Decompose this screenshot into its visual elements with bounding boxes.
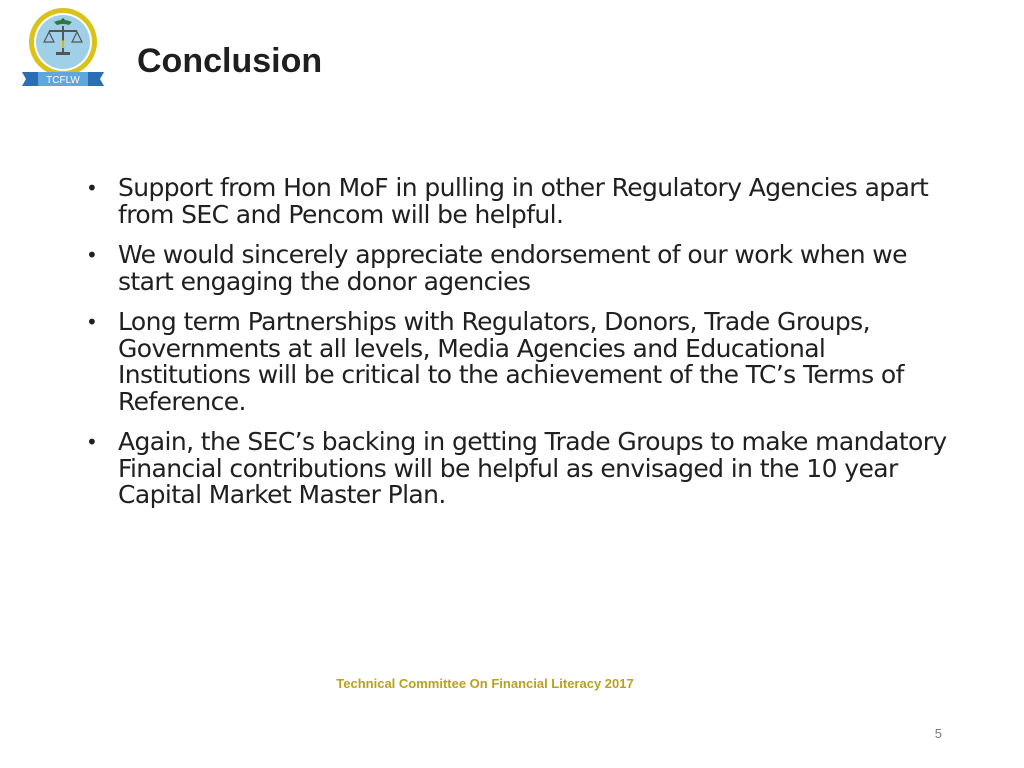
bullet-list	[84, 175, 964, 523]
bullet-dot-icon: •	[86, 176, 98, 200]
bullet-dot-icon: •	[86, 430, 98, 454]
bullet-dot-icon: •	[86, 243, 98, 267]
page-number: 5	[934, 726, 942, 741]
logo-text: TCFLW	[46, 75, 80, 86]
bullet-item	[84, 429, 964, 509]
bullet-dot-icon: •	[86, 310, 98, 334]
footer	[0, 676, 1024, 691]
bullet-item	[84, 242, 964, 295]
footer-text: Technical Committee On Financial Literacy 2017	[336, 676, 634, 691]
bullet-item	[84, 175, 964, 228]
committee-logo	[18, 4, 108, 94]
bullet-text: Again, the SEC’s backing in getting Trade Groups to make mandatory Financial contributions will be helpful as envisaged in the 10 year Capital Market Master Plan.	[118, 427, 947, 509]
bullet-text: Long term Partnerships with Regulators, Donors, Trade Groups, Governments at all levels, Media Agencies and Educational Institutions will be critical to the achievement of the TC’s Terms of Reference.	[118, 307, 904, 416]
bullet-item	[84, 309, 964, 415]
bullet-text: We would sincerely appreciate endorsement of our work when we start engaging the donor agencies	[118, 240, 907, 296]
svg-text:I: I	[60, 37, 66, 51]
bullet-text: Support from Hon MoF in pulling in other Regulatory Agencies apart from SEC and Pencom will be helpful.	[118, 173, 929, 229]
page-title: Conclusion	[137, 42, 323, 80]
